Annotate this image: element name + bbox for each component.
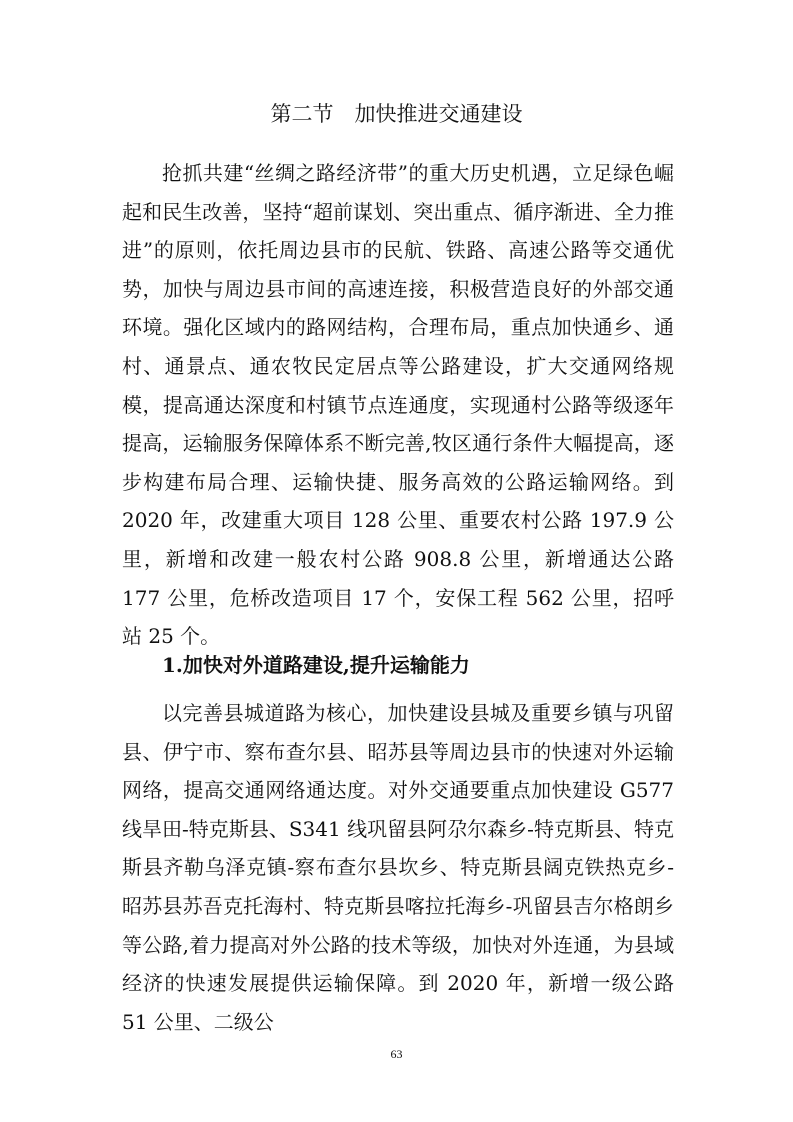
section-title: 第二节 加快推进交通建设: [270, 102, 523, 126]
sub-heading: 1.加快对外道路建设,提升运输能力: [162, 653, 470, 677]
body-paragraph: 以完善县城道路为核心，加快建设县城及重要乡镇与巩留县、伊宁市、察布查尔县、昭苏县等周边县市的快速对外运输网络，提高交通网络通达度。对外交通要重点加快建设 G577 线旱田-特克斯县、S341 线巩留县阿尕尔森乡-特克斯县、特克斯县齐勒乌泽克镇-察布查尔县坎乡、特克斯县阔克铁热克乡-昭苏县苏吾克托海村、特克斯县喀拉托海乡-巩留县吉尔格朗乡等公路,着力提高对外公路的技术等级，加快对外连通，为县域经济的快速发展提供运输保障。到 2020 年，新增一级公路 51 公里、二级公: [122, 701, 674, 1034]
body-paragraph: 抢抓共建“丝绸之路经济带”的重大历史机遇，立足绿色崛起和民生改善，坚持“超前谋划、突出重点、循序渐进、全力推进”的原则，依托周边县市的民航、铁路、高速公路等交通优势，加快与周边县市间的高速连接，积极营造良好的外部交通环境。强化区域内的路网结构，合理布局，重点加快通乡、通村、通景点、通农牧民定居点等公路建设，扩大交通网络规模，提高通达深度和村镇节点连通度，实现通村公路等级逐年提高，运输服务保障体系不断完善,牧区通行条件大幅提高，逐步构建布局合理、运输快捷、服务高效的公路运输网络。到 2020 年，改建重大项目 128 公里、重要农村公路 197.9 公里，新增和改建一般农村公路 908.8 公里，新增通达公路 177 公里，危桥改造项目 17 个，安保工程 562 公里，招呼站 25 个。: [122, 161, 674, 649]
page-number: 63: [390, 1047, 403, 1061]
